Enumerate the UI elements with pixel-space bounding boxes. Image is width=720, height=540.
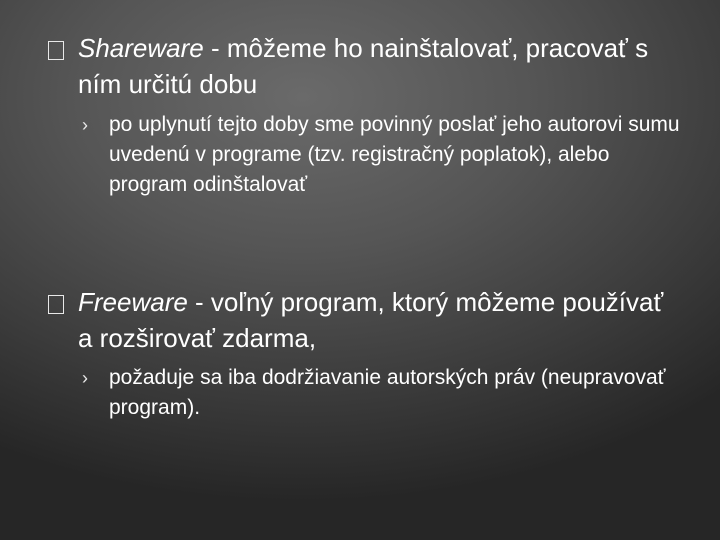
bullet-freeware <box>48 284 668 356</box>
term-shareware: Shareware <box>78 33 204 63</box>
bullet-shareware <box>48 30 668 102</box>
bullet-shareware-text <box>78 30 668 102</box>
shareware-description: - môžeme ho nainštalovať, pracovať s ním určitú dobu <box>78 33 649 99</box>
bullet-box-icon <box>48 295 64 314</box>
sub-bullet-shareware <box>82 110 682 200</box>
term-freeware: Freeware <box>78 287 188 317</box>
chevron-right-icon: › <box>82 115 88 135</box>
bullet-box-icon <box>48 41 64 60</box>
freeware-description: - voľný program, ktorý môžeme používať a rozširovať zdarma, <box>78 287 664 353</box>
sub-bullet-shareware-text: po uplynutí tejto doby sme povinný poslať jeho autorovi sumu uvedenú v programe (tzv. registračný poplatok), alebo program odinštalovať <box>109 113 680 196</box>
sub-bullet-freeware <box>82 363 682 423</box>
bullet-freeware-text <box>78 284 668 356</box>
chevron-right-icon: › <box>82 368 88 388</box>
sub-bullet-freeware-text: požaduje sa iba dodržiavanie autorských práv (neupravovať program). <box>109 366 666 419</box>
